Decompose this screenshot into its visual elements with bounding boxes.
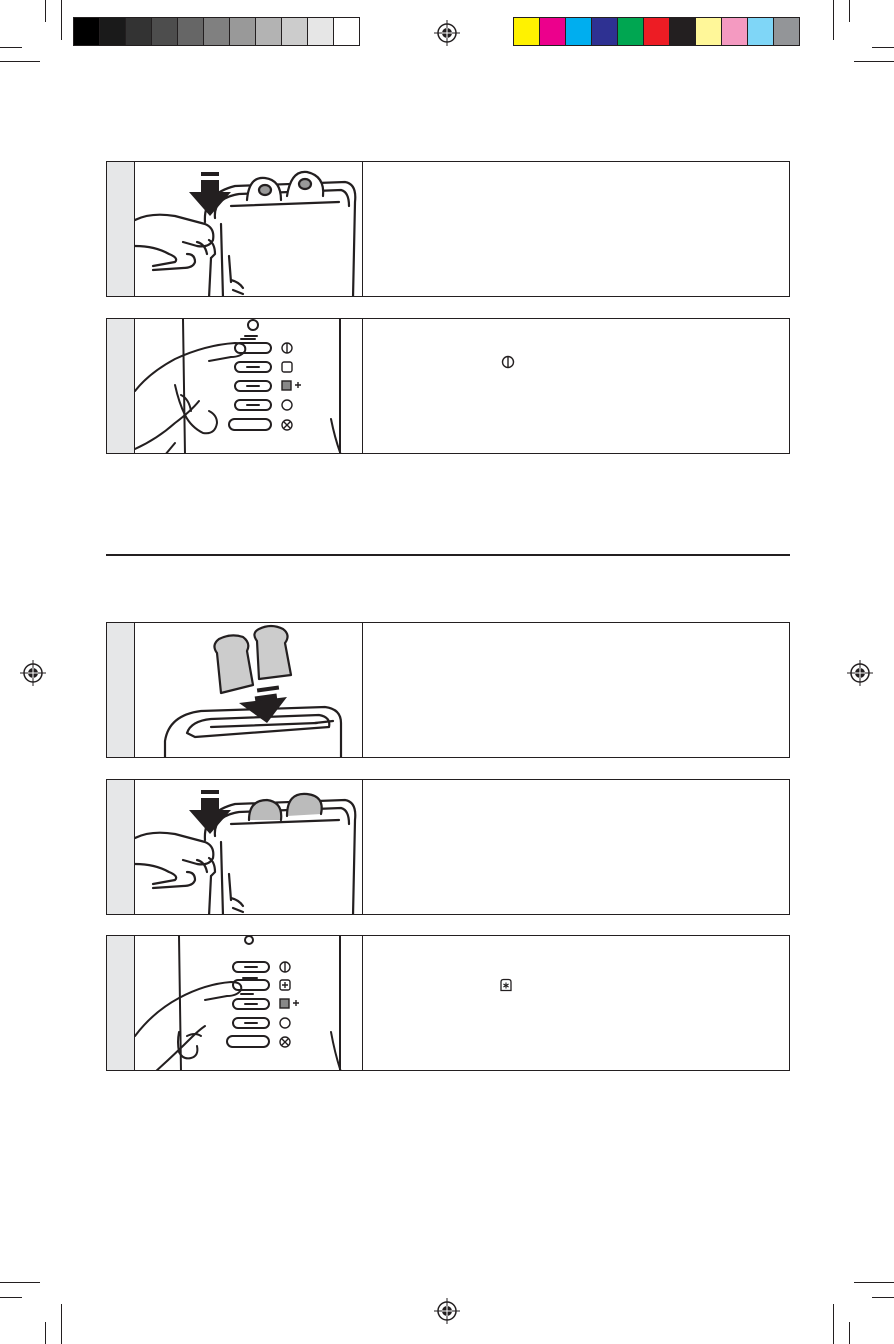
- step-number-column: [107, 319, 135, 453]
- step-number-column: [107, 780, 135, 914]
- process-color-swatch: [695, 17, 722, 46]
- crop-mark-top-left-vertical: [45, 0, 46, 22]
- process-color-swatch: [721, 17, 748, 46]
- step-text-area: [363, 936, 789, 1070]
- step-panel-2: [106, 318, 790, 454]
- step-text-area: [363, 623, 789, 757]
- gray-swatch: [255, 17, 282, 46]
- frozen-button-press-illustration: [135, 936, 362, 1070]
- process-color-swatch: [539, 17, 566, 46]
- registration-mark-top-icon: [434, 20, 460, 46]
- gray-swatch: [151, 17, 178, 46]
- crop-mark-top-right-vertical-2: [833, 0, 834, 40]
- gray-swatch: [229, 17, 256, 46]
- step-panel-5: [106, 935, 790, 1071]
- process-color-swatch: [565, 17, 592, 46]
- step-illustration: [135, 319, 363, 453]
- process-color-swatch: [591, 17, 618, 46]
- crop-mark-top-right-horizontal-2: [854, 61, 894, 62]
- section-divider: [106, 554, 790, 556]
- process-color-swatch: [513, 17, 540, 46]
- crop-mark-bottom-left-vertical-2: [61, 1304, 62, 1344]
- lever-press-bagel-illustration: [135, 162, 362, 296]
- crop-mark-top-right-horizontal: [872, 47, 894, 48]
- step-number-column: [107, 623, 135, 757]
- step-panel-4: [106, 779, 790, 915]
- crop-mark-top-right-vertical: [849, 0, 850, 22]
- lever-press-bread-illustration: [135, 780, 362, 914]
- step-illustration: [135, 936, 363, 1070]
- bagel-button-press-illustration: [135, 319, 362, 453]
- process-color-swatch: [669, 17, 696, 46]
- step-number-column: [107, 936, 135, 1070]
- gray-swatch: [99, 17, 126, 46]
- crop-mark-bottom-right-horizontal-2: [872, 1297, 894, 1298]
- process-color-swatch: [617, 17, 644, 46]
- step-illustration: [135, 623, 363, 757]
- crop-mark-bottom-right-horizontal: [854, 1282, 894, 1283]
- crop-mark-top-left-horizontal: [0, 47, 22, 48]
- step-illustration: [135, 162, 363, 296]
- frozen-icon: [499, 978, 513, 992]
- step-text-area: [363, 162, 789, 296]
- gray-swatch: [73, 17, 100, 46]
- step-text-area: [363, 780, 789, 914]
- gray-swatch: [125, 17, 152, 46]
- process-color-bar: [513, 17, 799, 47]
- process-color-swatch: [747, 17, 774, 46]
- crop-mark-bottom-right-vertical-2: [833, 1304, 834, 1344]
- gray-swatch: [177, 17, 204, 46]
- gray-swatch: [281, 17, 308, 46]
- gray-swatch: [333, 17, 360, 46]
- step-illustration: [135, 780, 363, 914]
- gray-color-bar: [73, 17, 359, 47]
- crop-mark-top-left-horizontal-2: [0, 61, 40, 62]
- registration-mark-right-icon: [847, 660, 873, 686]
- process-color-swatch: [643, 17, 670, 46]
- crop-mark-bottom-left-horizontal-2: [0, 1297, 22, 1298]
- step-panel-1: [106, 161, 790, 297]
- step-panel-3: [106, 622, 790, 758]
- process-color-swatch: [773, 17, 800, 46]
- crop-mark-top-left-vertical-2: [61, 0, 62, 40]
- step-number-column: [107, 162, 135, 296]
- insert-bread-illustration: [135, 623, 362, 757]
- bagel-icon: [501, 355, 515, 369]
- registration-mark-left-icon: [20, 660, 46, 686]
- crop-mark-bottom-left-vertical: [45, 1322, 46, 1344]
- gray-swatch: [307, 17, 334, 46]
- gray-swatch: [203, 17, 230, 46]
- registration-mark-bottom-icon: [434, 1298, 460, 1324]
- crop-mark-bottom-right-vertical: [849, 1322, 850, 1344]
- crop-mark-bottom-left-horizontal: [0, 1282, 40, 1283]
- step-text-area: [363, 319, 789, 453]
